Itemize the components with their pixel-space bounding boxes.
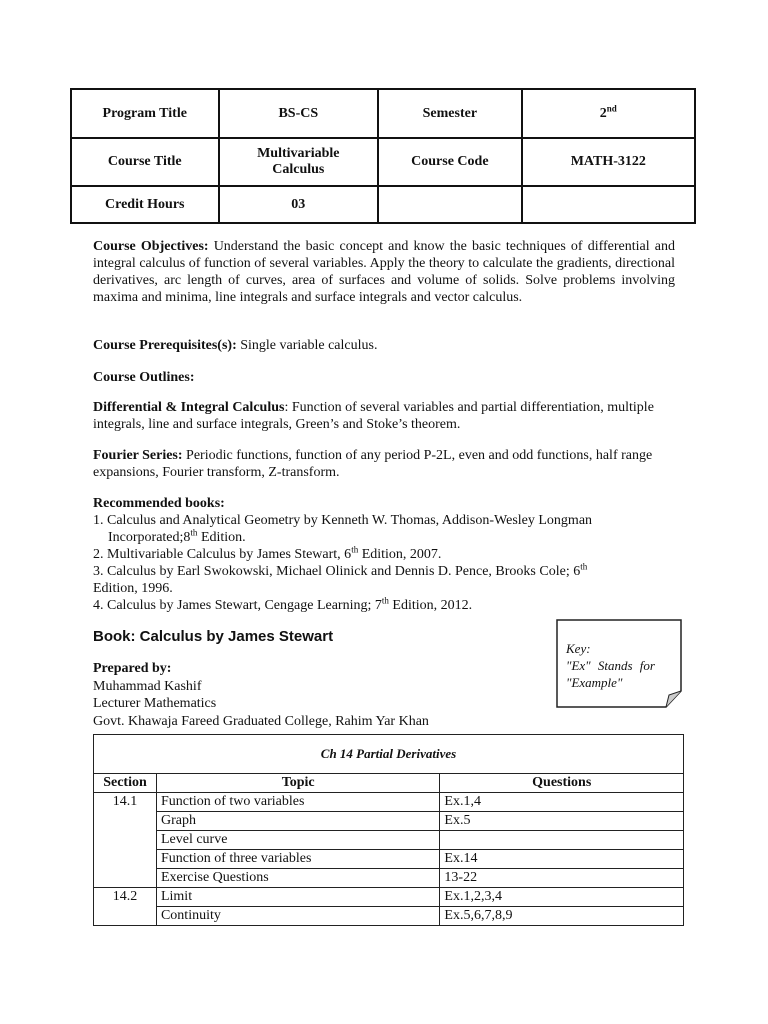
questions-cell: Ex.5,6,7,8,9 <box>440 907 684 926</box>
questions-cell: Ex.5 <box>440 812 684 831</box>
table-row <box>94 869 684 888</box>
label: Course Code <box>378 138 522 186</box>
value: 2nd <box>522 89 695 138</box>
prepared-by: Prepared by: Muhammad Kashif Lecturer Mathematics Govt. Khawaja Fareed Graduated College, Rahim Yar Khan <box>93 661 429 729</box>
book-item: 4. Calculus by James Stewart, Cengage Learning; 7th Edition, 2012. <box>93 595 473 613</box>
value: BS-CS <box>219 89 379 138</box>
questions-cell: 13-22 <box>440 869 684 888</box>
label: Program Title <box>71 89 219 138</box>
chapter-title: Ch 14 Partial Derivatives <box>94 735 684 774</box>
value: Multivariable Calculus <box>219 138 379 186</box>
section-cell: 14.1 <box>94 793 157 888</box>
table-row <box>94 888 684 907</box>
questions-cell: Ex.1,4 <box>440 793 684 812</box>
book-item: 2. Multivariable Calculus by James Stewart, 6th Edition, 2007. <box>93 544 442 562</box>
topic-cell: Function of three variables <box>156 850 439 869</box>
questions-cell <box>440 831 684 850</box>
table-row <box>94 831 684 850</box>
table-row <box>94 812 684 831</box>
key-note: Key: "Ex" Stands for "Example" <box>566 641 655 690</box>
course-info-table <box>70 88 696 224</box>
topic-cell: Graph <box>156 812 439 831</box>
topic-cell: Continuity <box>156 907 439 926</box>
book-heading: Book: Calculus by James Stewart <box>93 628 334 645</box>
label: Credit Hours <box>71 186 219 223</box>
fourier-series-outline: Fourier Series: Periodic functions, function of any period P-2L, even and odd functions, half range expansions, Fourier transform, Z-transform. <box>93 448 653 480</box>
book-item: 3. Calculus by Earl Swokowski, Michael Olinick and Dennis D. Pence, Brooks Cole; 6th Edition, 1996. <box>93 561 588 596</box>
table-row <box>94 907 684 926</box>
value: MATH-3122 <box>522 138 695 186</box>
course-prerequisites: Course Prerequisites(s): Single variable calculus. <box>93 338 378 353</box>
topic-cell: Level curve <box>156 831 439 850</box>
questions-cell: Ex.14 <box>440 850 684 869</box>
topic-cell: Exercise Questions <box>156 869 439 888</box>
chapter-table: Ch 14 Partial Derivatives Section Topic Questions 14.1 Function of two variables Ex.1,4 Graph Ex.5 Level curve Function of three variables Ex.14 Exercise Questions 13-22 14.2 Limit Ex.1,2,3,4 Continuity Ex.5,6,7,8,9 <box>93 734 684 926</box>
label: Semester <box>378 89 522 138</box>
value: 03 <box>219 186 379 223</box>
table-row <box>94 850 684 869</box>
book-item: 1. Calculus and Analytical Geometry by Kenneth W. Thomas, Addison-Wesley Longman Incorporated;8th Edition. <box>93 513 593 545</box>
topic-cell: Limit <box>156 888 439 907</box>
questions-cell: Ex.1,2,3,4 <box>440 888 684 907</box>
differential-calculus-outline: Differential & Integral Calculus: Function of several variables and partial differentiation, multiple integrals, line and surface integrals, Green’s and Stoke’s theorem. <box>93 400 654 432</box>
label: Course Title <box>71 138 219 186</box>
recommended-books: Recommended books: 1. Calculus and Analytical Geometry by Kenneth W. Thomas, Addison-Wesley Longman Incorporated;8th Edition. 2. Multivariable Calculus by James Stewart, 6th Edition, 2007. 3. Calculus by Earl Swokowski, Michael Olinick and Dennis D. Pence, Brooks Cole; 6th Edition, 1996. 4. Calculus by James Stewart, Cengage Learning; 7th Edition, 2012. <box>93 495 675 614</box>
table-row <box>94 793 684 812</box>
course-objectives: Course Objectives: Understand the basic concept and know the basic techniques of differential and integral calculus of function of several variables. Apply the theory to calculate the gradients, directional derivatives, arc length of curves, area of surfaces and volume of solids. Solve problems involving maxima and minima, line integrals and surface integrals and vector calculus. <box>93 239 676 305</box>
topic-cell: Function of two variables <box>156 793 439 812</box>
course-outlines-heading: Course Outlines: <box>93 370 195 385</box>
section-cell: 14.2 <box>94 888 157 926</box>
